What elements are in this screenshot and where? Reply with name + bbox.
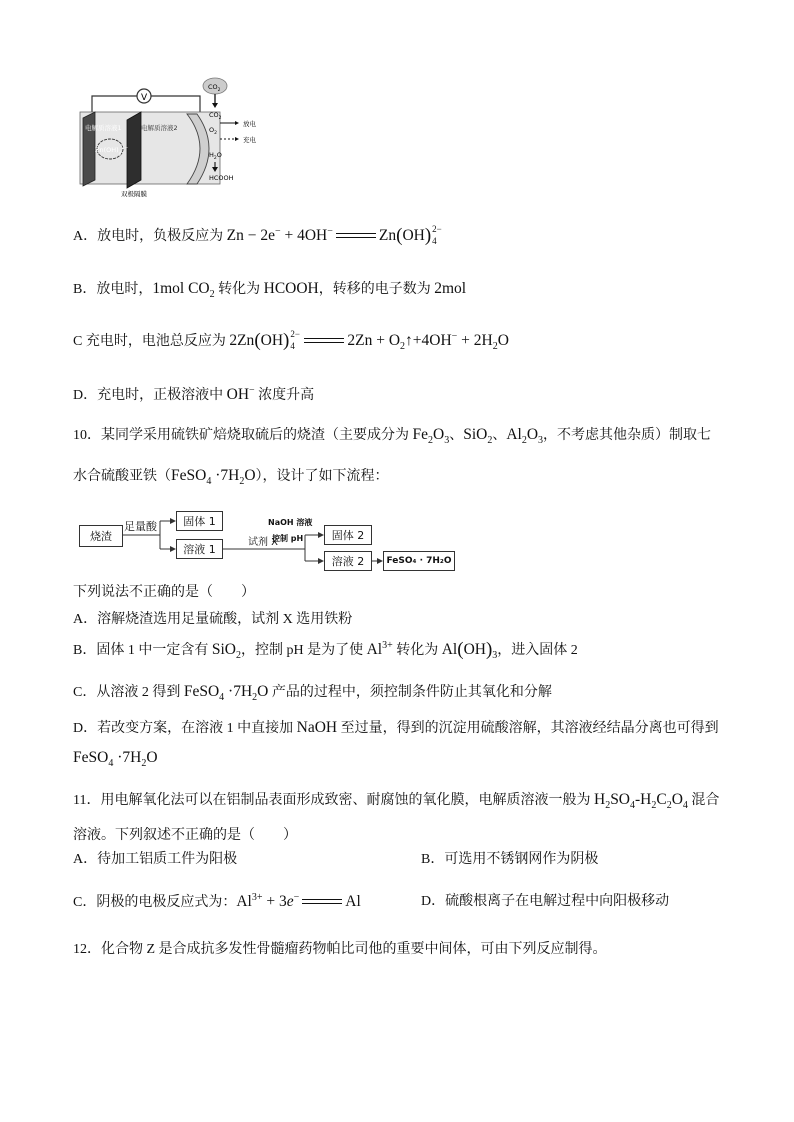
discharge-label: 放电	[243, 120, 256, 128]
q11-option-c: C．阴极的电极反应式为：$Al^{3+} + 3e^-$ Al	[73, 891, 361, 910]
q11-option-a: A．待加工铝质工件为阳极	[73, 852, 238, 867]
q11-option-b: B．可选用不锈钢网作为阴极	[421, 852, 599, 867]
bipolar-membrane	[127, 112, 141, 188]
voltmeter-label: V	[141, 93, 148, 103]
co2-label: $CO_2$	[209, 111, 222, 121]
q10-question: 下列说法不正确的是（ ）	[73, 585, 255, 600]
q11-stem-line1: 11．用电解氧化法可以在铝制品表面形成致密、耐腐蚀的氧化膜，电解质溶液一般为 $H_2SO_4-H_2C_2O_4$ 混合	[73, 791, 720, 812]
q9-option-d: D．充电时，正极溶液中 OH− 浓度升高	[73, 384, 315, 403]
hcooh-label: HCOOH	[209, 174, 234, 182]
q10-option-d-line1: D．若改变方案，在溶液 1 中直接加 NaOH 至过量，得到的沉淀用硫酸溶解，其溶液经结晶分离也可得到	[73, 719, 719, 736]
q10-stem-line2: 水合硫酸亚铁（FeSO$_4$ $\cdot 7H_2O$），设计了如下流程：	[73, 467, 389, 488]
flow-ph-label: 控制 pH	[272, 534, 304, 543]
o2-label: $O_2$	[209, 126, 217, 136]
flow-acid-label: 足量酸	[124, 520, 157, 533]
flow-reagent-label: 试剂 X	[248, 537, 279, 548]
flow-box-start: 烧渣	[79, 525, 123, 547]
q10-option-d-line2: FeSO$_4$ $\cdot 7H_2O$	[73, 749, 158, 770]
electrolyte2-label: 电解质溶液2	[141, 124, 178, 132]
q12-stem: 12．化合物 Z 是合成抗多发性骨髓瘤药物帕比司他的重要中间体，可由下列反应制得。	[73, 942, 607, 957]
electrolyte1-label: 电解质溶液1	[85, 124, 122, 132]
q11-option-d: D．硫酸根离子在电解过程中向阳极移动	[421, 894, 670, 909]
flow-box-product: FeSO₄ · 7H₂O	[383, 551, 455, 571]
charge-label: 充电	[243, 136, 256, 144]
co2-cloud-label: $CO_2$	[208, 83, 221, 93]
q10-option-a: A．溶解烧渣选用足量硫酸，试剂 X 选用铁粉	[73, 612, 353, 627]
q9-option-b: B．放电时，1mol $CO_2$ 转化为 HCOOH，转移的电子数为 2mol	[73, 280, 467, 301]
battery-diagram	[75, 76, 275, 200]
flow-box-solid2: 固体 2	[324, 525, 372, 545]
zincate-label: $Zn(OH)_4^{2-}$	[95, 146, 129, 157]
membrane-label: 双极隔膜	[121, 190, 147, 198]
q10-stem-line1: 10．某同学采用硫铁矿焙烧取硫后的烧渣（主要成分为 $Fe_2O_3$、SiO$_2$、$Al_2O_3$，不考虑其他杂质）制取七	[73, 426, 712, 447]
flow-box-solid1: 固体 1	[176, 511, 223, 531]
h2o-label: $H_2O$	[209, 151, 222, 161]
q9-option-c: C 充电时，电池总反应为 2Zn(OH) 2− 4 $2Zn + O_2↑+4OH^- + 2H_2O$	[73, 329, 509, 353]
q11-stem-line2: 溶液。下列叙述不正确的是（ ）	[73, 828, 297, 843]
q10-option-b: B．固体 1 中一定含有 SiO$_2$，控制 pH 是为了使 $Al^{3+}$ 转化为 $Al(OH)_3$，进入固体 2	[73, 639, 578, 662]
flow-naoh-label: NaOH 溶液	[268, 518, 313, 527]
flow-box-solution1: 溶液 1	[176, 539, 223, 559]
q10-option-c: C．从溶液 2 得到 FeSO$_4$ $\cdot 7H_2O$ 产品的过程中，须控制条件防止其氧化和分解	[73, 683, 552, 704]
flow-box-solution2: 溶液 2	[324, 551, 372, 571]
q9-option-a: A．放电时，负极反应为 Zn − 2e− + 4OH− Zn(OH) 2− 4	[73, 224, 442, 247]
